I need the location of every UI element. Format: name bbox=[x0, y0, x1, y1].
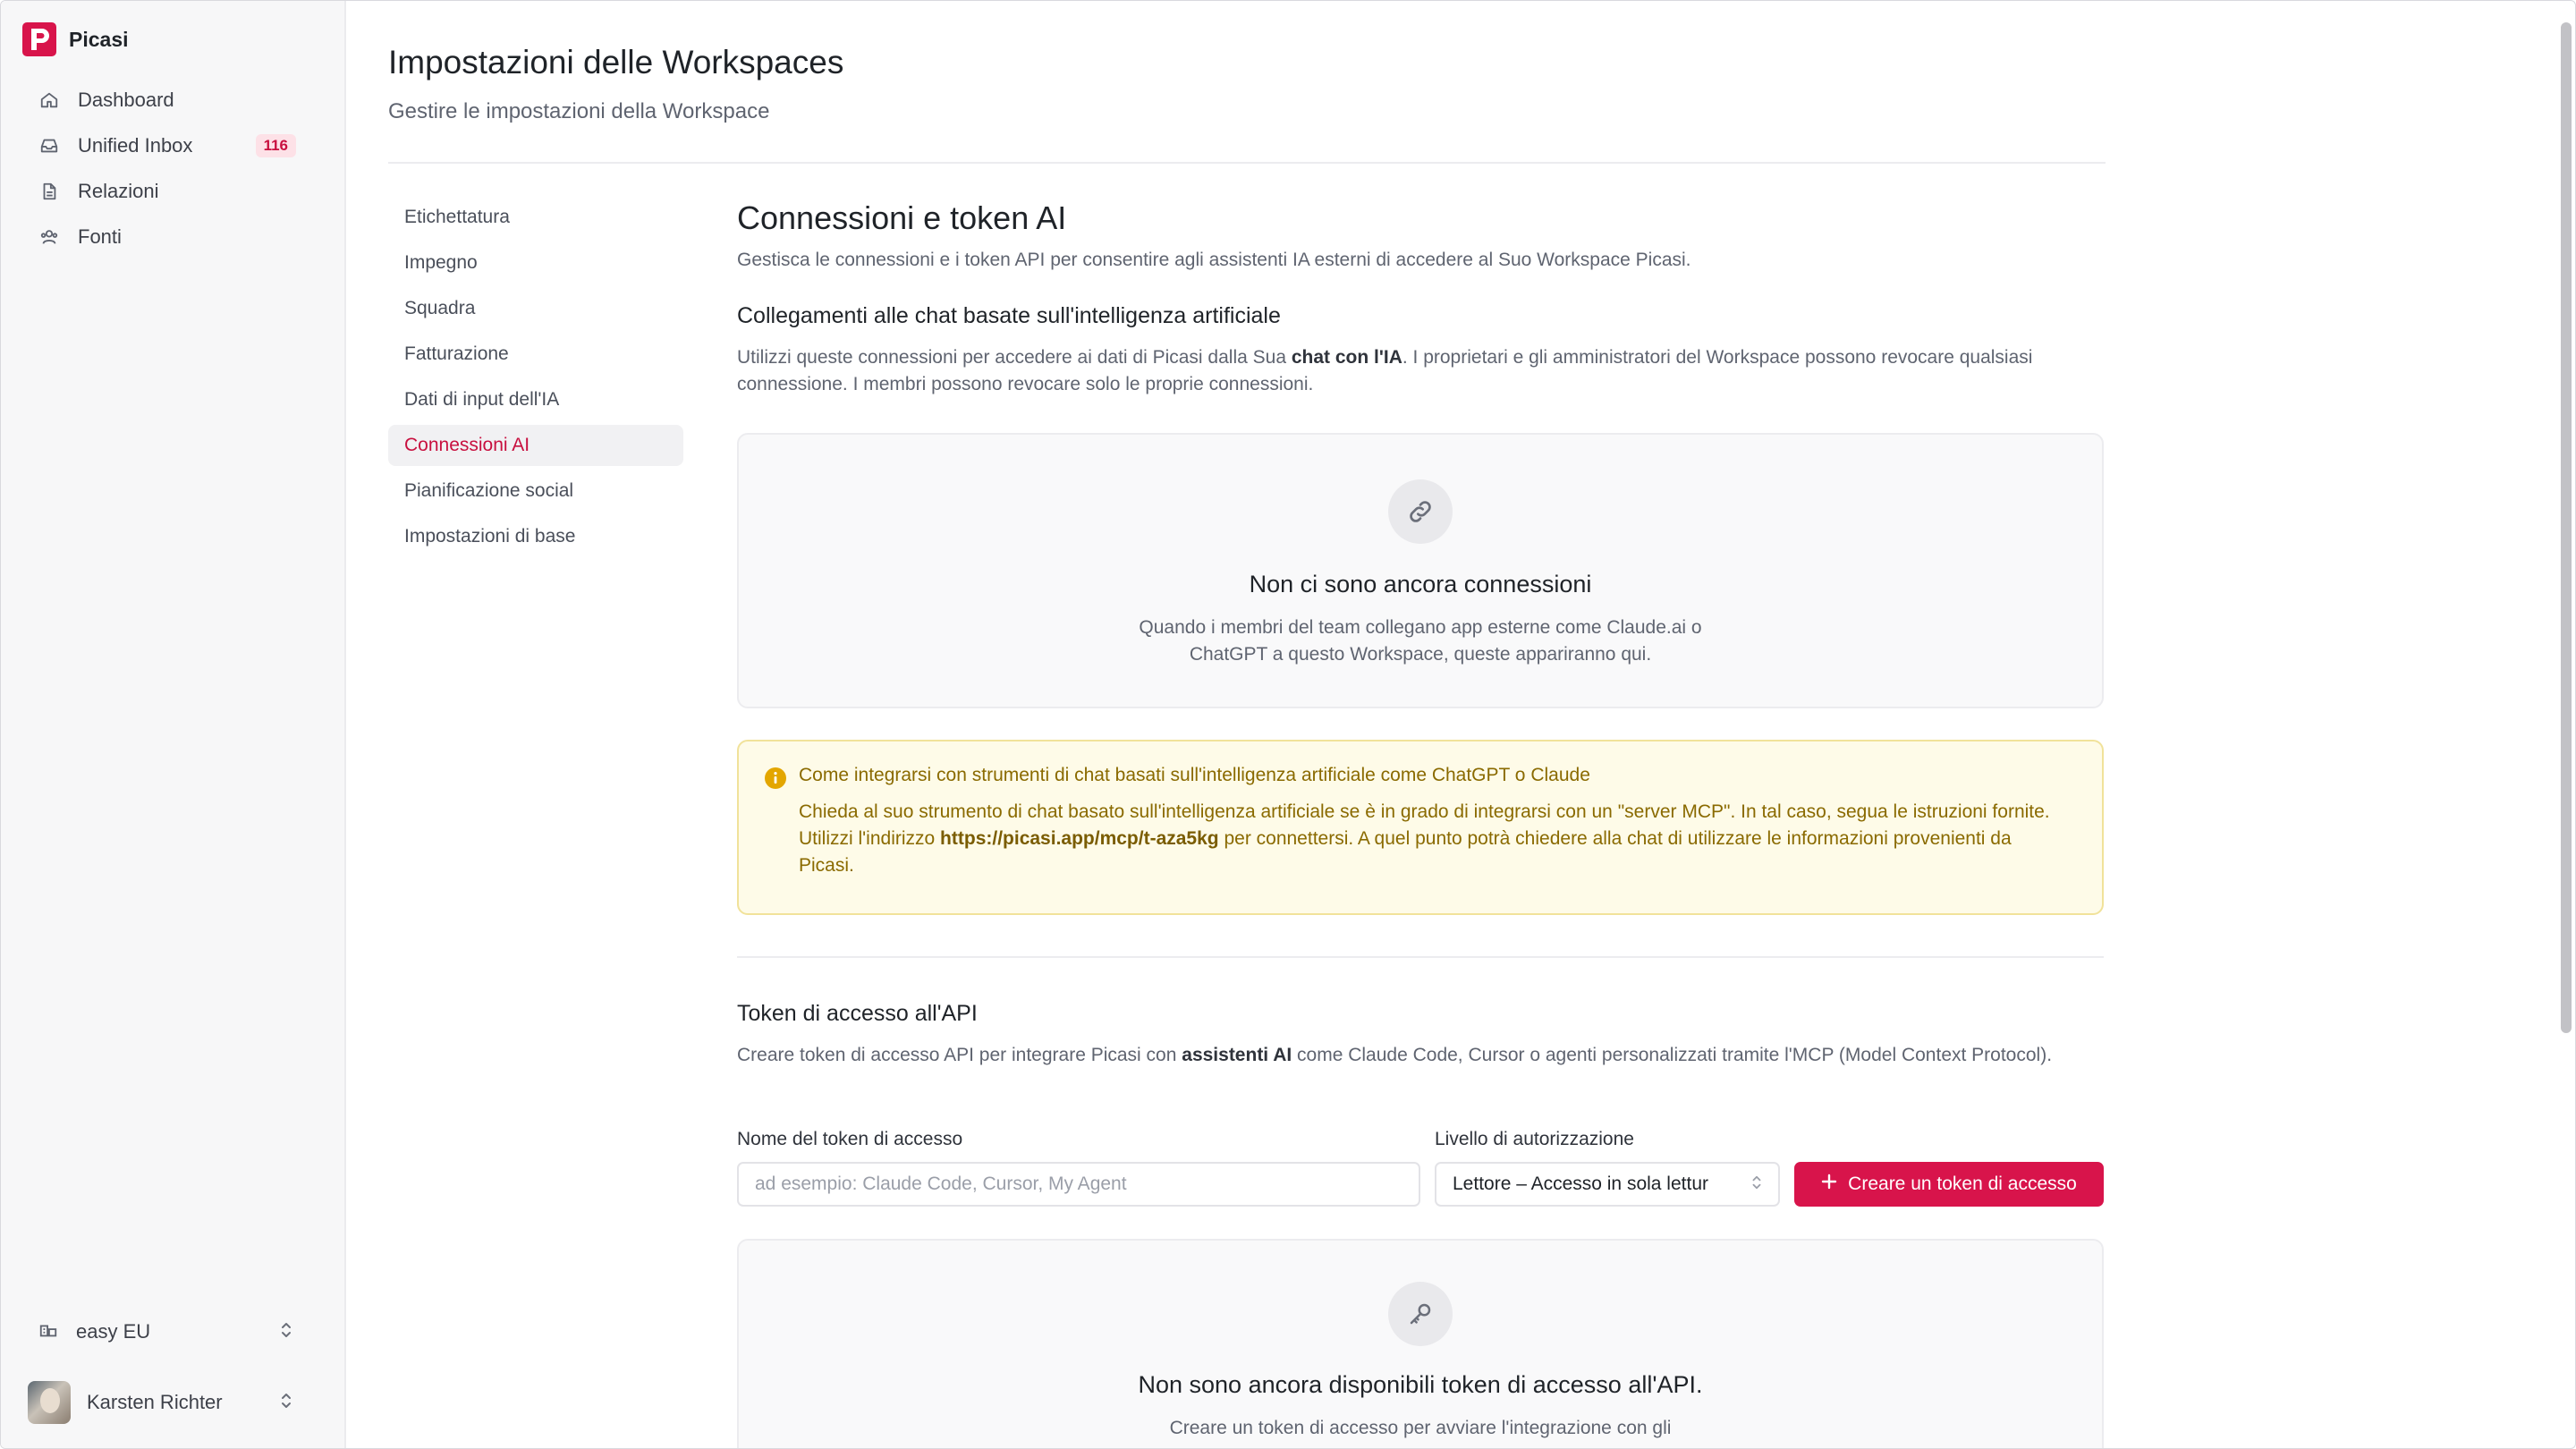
subnav-item-squadra[interactable]: Squadra bbox=[404, 298, 476, 318]
section-divider bbox=[737, 956, 2104, 958]
chat-connections-description: Utilizzi queste connessioni per accedere ai dati di Picasi dalla Sua chat con l'IA. I proprietari e gli amministratori del Workspace possono revocare qualsiasi connessione. I membri possono revocare solo le proprie connessioni. bbox=[737, 347, 2033, 394]
create-token-button[interactable] bbox=[1794, 1162, 2104, 1207]
subnav-item-connessioni-ai[interactable]: Connessioni AI bbox=[388, 425, 683, 466]
link-icon bbox=[1388, 479, 1453, 544]
info-icon bbox=[764, 767, 787, 790]
brand[interactable] bbox=[22, 22, 129, 56]
mcp-url: https://picasi.app/mcp/t-aza5kg bbox=[940, 828, 1219, 849]
page-title: Impostazioni delle Workspaces bbox=[388, 44, 844, 80]
token-name-label: Nome del token di accesso bbox=[737, 1129, 963, 1149]
chevron-up-down-icon bbox=[1750, 1173, 1764, 1197]
workspace-switcher[interactable] bbox=[24, 1312, 309, 1352]
sources-icon bbox=[38, 226, 60, 248]
page-scrollbar[interactable] bbox=[2561, 22, 2572, 1033]
subnav-item-pianificazione-social[interactable]: Pianificazione social bbox=[404, 480, 574, 501]
sidebar-nav bbox=[24, 78, 309, 260]
permission-level-select[interactable] bbox=[1435, 1162, 1780, 1207]
subnav-item-impostazioni-base[interactable]: Impostazioni di base bbox=[404, 526, 576, 547]
permission-level-value: Lettore – Accesso in sola lettur bbox=[1453, 1174, 1708, 1194]
info-text: Chieda al suo strumento di chat basato sull'intelligenza artificiale se è in grado di integrarsi con un "server MCP". In tal caso, segua le istruzioni fornite. Utilizzi l'indirizzo https://picasi.app/mcp/t-aza5kg per connettersi. A quel punto potrà chiedere alla chat di utilizzare le informazioni provenienti da Picasi. bbox=[799, 801, 2050, 876]
workspace-icon bbox=[38, 1320, 58, 1344]
sidebar-item-fonti[interactable] bbox=[24, 215, 309, 259]
brand-name: Picasi bbox=[69, 27, 129, 51]
key-icon bbox=[1388, 1282, 1453, 1346]
subnav-item-etichettatura[interactable]: Etichettatura bbox=[404, 207, 510, 227]
section-title: Connessioni e token AI bbox=[737, 199, 1067, 236]
chevron-up-down-icon bbox=[278, 1391, 294, 1415]
info-title: Come integrarsi con strumenti di chat basati sull'intelligenza artificiale come ChatGPT o Claude bbox=[799, 765, 1590, 785]
subnav-item-fatturazione[interactable]: Fatturazione bbox=[404, 343, 509, 364]
subnav-item-impegno[interactable]: Impegno bbox=[404, 252, 478, 273]
sidebar-item-label: Relazioni bbox=[78, 180, 159, 202]
connections-empty-state bbox=[737, 433, 2104, 708]
chat-connections-heading: Collegamenti alle chat basate sull'intelligenza artificiale bbox=[737, 303, 1281, 328]
header-divider bbox=[388, 162, 2106, 164]
page-subtitle: Gestire le impostazioni della Workspace bbox=[388, 99, 770, 123]
plus-icon bbox=[1821, 1174, 1837, 1195]
picasi-logo-icon bbox=[22, 22, 56, 56]
chevron-up-down-icon bbox=[278, 1320, 294, 1344]
token-name-input[interactable] bbox=[737, 1162, 1420, 1207]
user-menu[interactable] bbox=[24, 1378, 309, 1427]
inbox-icon bbox=[38, 135, 60, 157]
empty-state-text: Creare un token di accesso per avviare l'integrazione con gli bbox=[1169, 1418, 1672, 1438]
api-tokens-description: Creare token di accesso API per integrare Picasi con assistenti AI come Claude Code, Cursor o agenti personalizzati tramite l'MCP (Model Context Protocol). bbox=[737, 1045, 2053, 1065]
unread-count-badge: 116 bbox=[256, 134, 296, 157]
user-name: Karsten Richter bbox=[87, 1391, 223, 1413]
workspace-name: easy EU bbox=[76, 1320, 151, 1343]
document-icon bbox=[38, 181, 60, 202]
create-token-label: Creare un token di accesso bbox=[1848, 1174, 2077, 1194]
sidebar bbox=[1, 1, 346, 1449]
api-tokens-heading: Token di accesso all'API bbox=[737, 1001, 978, 1026]
sidebar-item-unified-inbox[interactable] bbox=[24, 123, 309, 168]
tokens-empty-state bbox=[737, 1239, 2104, 1449]
empty-state-title: Non ci sono ancora connessioni bbox=[1249, 571, 1592, 597]
sidebar-item-dashboard[interactable] bbox=[24, 78, 309, 123]
subnav-item-dati-input-ia[interactable]: Dati di input dell'IA bbox=[404, 389, 560, 410]
sidebar-item-label: Fonti bbox=[78, 225, 122, 248]
settings-subnav bbox=[388, 197, 683, 562]
empty-state-title: Non sono ancora disponibili token di accesso all'API. bbox=[1138, 1371, 1703, 1398]
empty-state-text: Quando i membri del team collegano app esterne come Claude.ai o ChatGPT a questo Workspace, queste appariranno qui. bbox=[1139, 617, 1702, 665]
sidebar-item-label: Unified Inbox bbox=[78, 134, 193, 157]
sidebar-item-relazioni[interactable] bbox=[24, 169, 309, 214]
avatar bbox=[28, 1381, 71, 1424]
home-icon bbox=[38, 89, 60, 111]
permission-level-label: Livello di autorizzazione bbox=[1435, 1129, 1634, 1149]
mcp-info-callout bbox=[737, 740, 2104, 915]
sidebar-item-label: Dashboard bbox=[78, 89, 174, 111]
section-description: Gestisca le connessioni e i token API per consentire agli assistenti IA esterni di accedere al Suo Workspace Picasi. bbox=[737, 250, 1691, 270]
